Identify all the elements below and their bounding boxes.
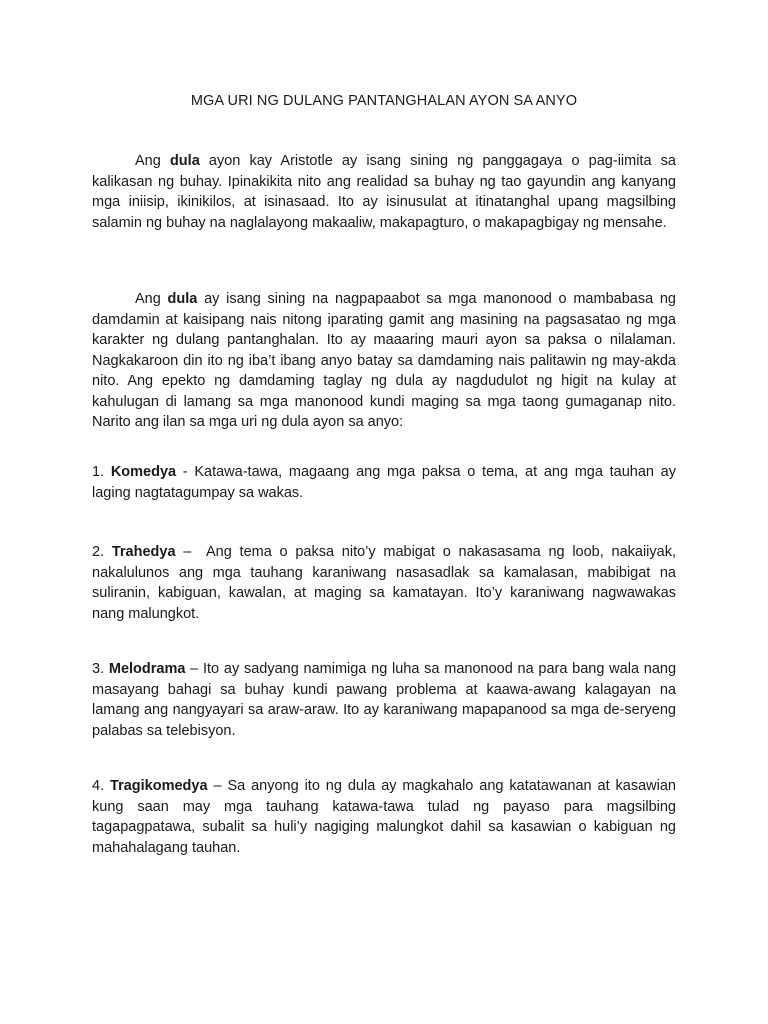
item-term: Trahedya <box>111 544 176 560</box>
item-number: 2. <box>92 544 105 560</box>
item-term: Komedya <box>110 464 177 480</box>
document-title: MGA URI NG DULANG PANTANGHALAN AYON SA ANYO <box>190 93 578 109</box>
item-definition: Ito ay sadyang namimiga ng luha sa manonood na para bang wala nang masayang bahagi sa buhay kundi pawang problema at kaawa-awang kalagayan na lamang ang nangyayari sa araw-araw. Ito ay karaniwang mapapanood sa mga de-seryeng palabas sa telebisyon. <box>92 661 677 739</box>
item-number: 1. <box>92 464 105 480</box>
item-separator: - <box>176 464 195 480</box>
intro-paragraph-2 <box>92 289 676 433</box>
list-item-komedya <box>92 462 676 503</box>
intro-paragraph-1 <box>92 151 676 233</box>
intro-text: ayon kay Aristotle ay isang sining ng panggagaya o pag-iimita sa kalikasan ng buhay. Ipinakikita nito ang realidad sa buhay ng tao gayundin ang kanyang mga iniisip, ikinikilos, at isinasaad. Ito ay isinusulat at itinatanghal upang magsilbing salamin ng buhay na naglalayong makaaliw, makapagturo, o makapagbigay ng mensahe. <box>92 153 676 231</box>
intro-term: dula <box>169 153 200 169</box>
item-term: Tragikomedya <box>110 778 208 794</box>
item-term: Melodrama <box>108 661 186 677</box>
item-definition: Sa anyong ito ng dula ay magkahalo ang katatawanan at kasawian kung saan may mga tauhang katawa-tawa tulad ng payaso para magsilbing tagapagpatawa, subalit sa huli’y nagiging malungkot dahil sa kasawian o kabiguan ng mahahalagang tauhan. <box>92 778 676 856</box>
intro-pre: Ang <box>135 153 170 169</box>
intro-text: ay isang sining na nagpapaabot sa mga manonood o mambabasa ng damdamin at kaisipang nais nitong iparating gamit ang masining na pagsasatao ng mga karakter ng dulang pantanghalan. Ito ay maaaring mauri ayon sa paksa o nilalaman. Nagkakaroon din ito ng iba’t ibang anyo batay sa damdaming nais palitawin ng may-akda nito. Ang epekto ng damdaming taglay ng dula ay nagdudulot ng higit na kulay at kahulugan di lamang sa mga manonood kundi maging sa mga taong gumaganap nito. Narito ang ilan sa mga uri ng dula ayon sa anyo: <box>92 291 676 430</box>
intro-pre: Ang <box>135 291 168 307</box>
item-definition: Ang tema o paksa nito’y mabigat o nakasasama ng loob, nakaiiyak, nakalulunos ang mga tauhang karaniwang nasasadlak sa kamalasan, mabibigat na suliranin, kabiguan, kawalan, at maging sa kamatayan. Ito’y karaniwang nagwawakas nang malungkot. <box>92 544 676 622</box>
item-number: 3. <box>92 661 105 677</box>
intro-term: dula <box>167 291 198 307</box>
item-separator: – <box>185 661 203 677</box>
item-separator: – <box>175 544 207 560</box>
list-item-melodrama <box>92 659 676 741</box>
item-separator: – <box>207 778 228 794</box>
item-definition: Katawa-tawa, magaang ang mga paksa o tema, at ang mga tauhan ay laging nagtatagumpay sa wakas. <box>92 464 677 501</box>
list-item-tragikomedya <box>92 776 676 858</box>
item-number: 4. <box>92 778 105 794</box>
list-item-trahedya <box>92 542 676 624</box>
